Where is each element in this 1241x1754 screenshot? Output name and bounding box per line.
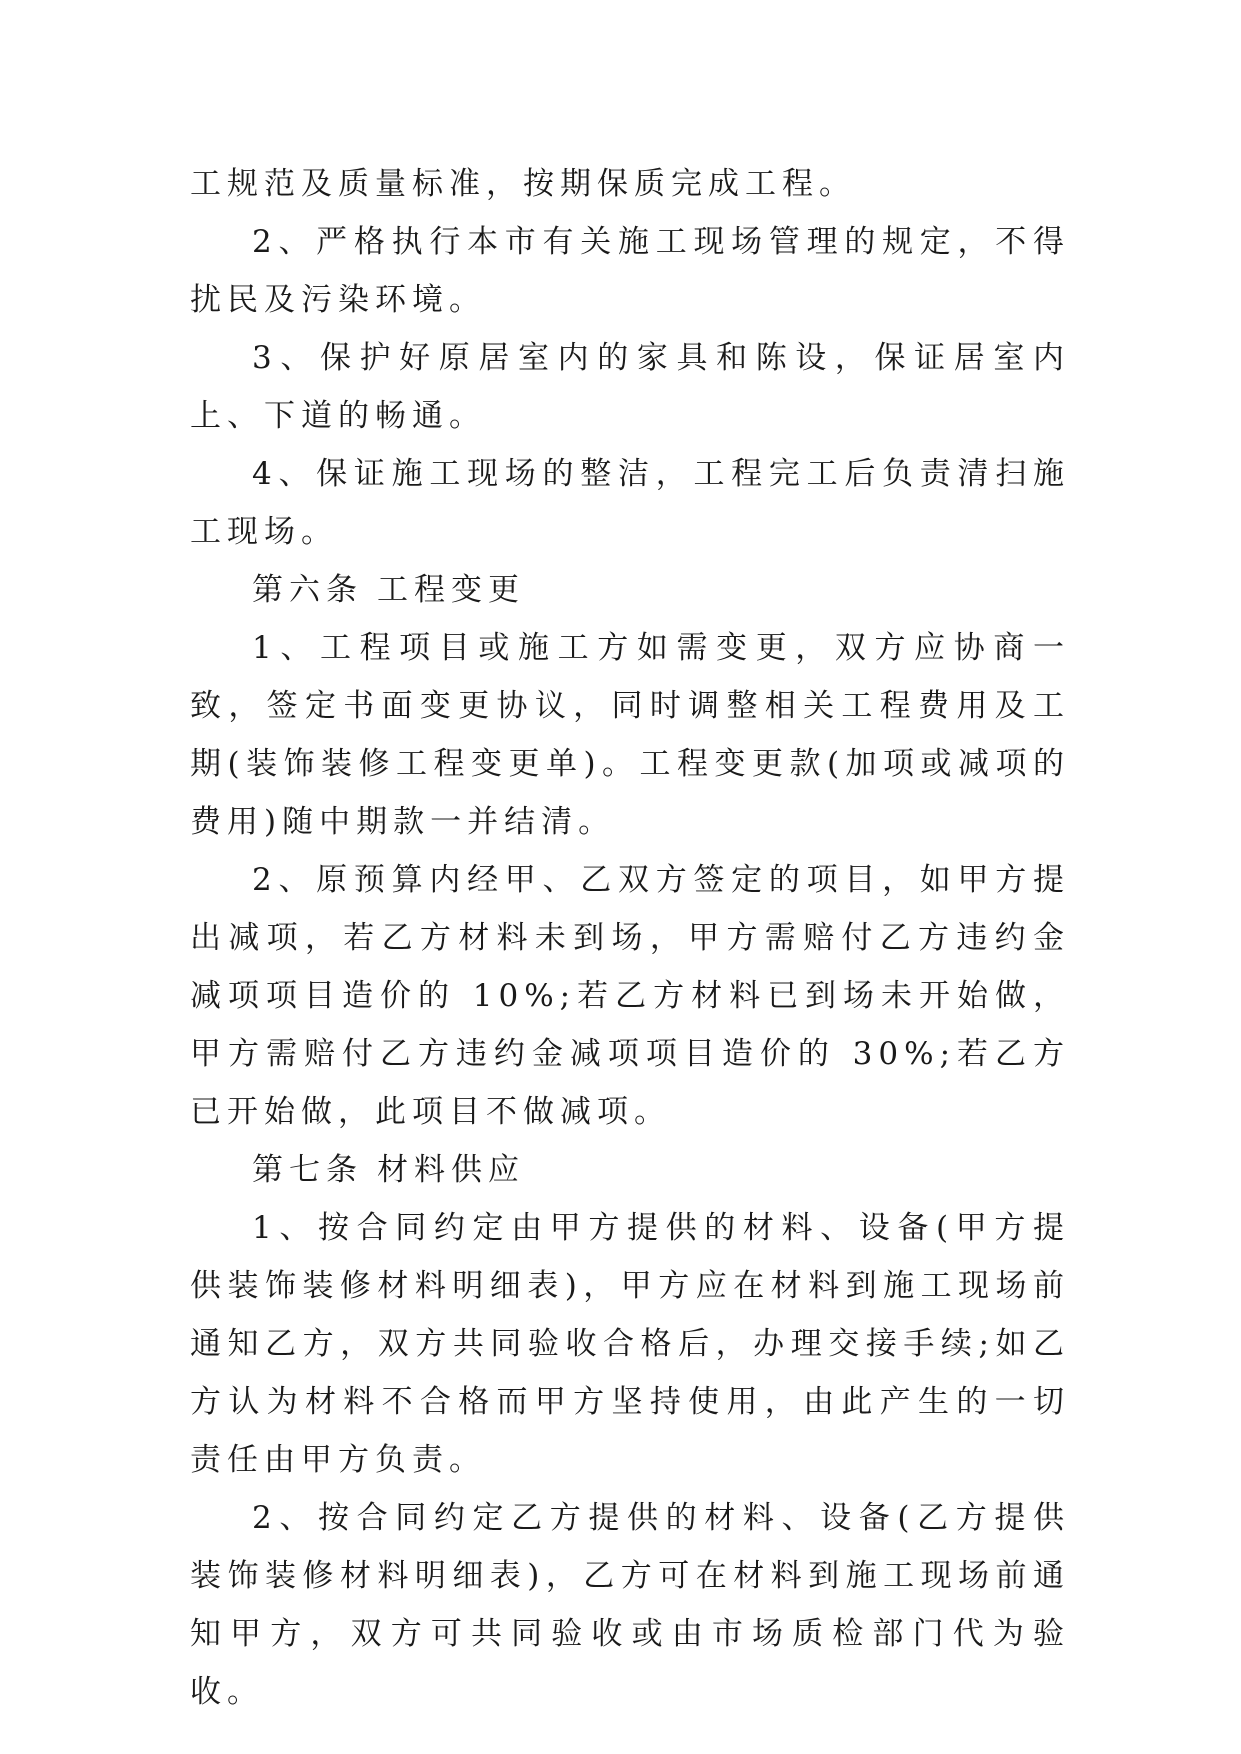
article-title: 工程变更	[377, 572, 525, 608]
clause-5-item-3: 3、保护好原居室内的家具和陈设，保证居室内上、下道的畅通。	[190, 340, 1070, 434]
clause-5-item-2: 2、严格执行本市有关施工现场管理的规定，不得扰民及污染环境。	[190, 224, 1070, 318]
clause-7-item-1: 1、按合同约定由甲方提供的材料、设备(甲方提供装饰装修材料明细表)，甲方应在材料到施工现场前通知乙方，双方共同验收合格后，办理交接手续;如乙方认为材料不合格而甲方坚持使用，由此产生的一切责任由甲方负责。	[190, 1210, 1070, 1478]
document-page	[190, 155, 1070, 1721]
clause-6-item-1: 1、工程项目或施工方如需变更，双方应协商一致，签定书面变更协议，同时调整相关工程费用及工期(装饰装修工程变更单)。工程变更款(加项或减项的费用)随中期款一并结清。	[190, 630, 1070, 840]
article-number: 第七条	[252, 1152, 363, 1188]
article-heading-6	[190, 561, 1070, 619]
paragraph-continuation: 工规范及质量标准，按期保质完成工程。	[190, 166, 856, 202]
clause-6-item-2: 2、原预算内经甲、乙双方签定的项目，如甲方提出减项，若乙方材料未到场，甲方需赔付乙方违约金减项项目造价的 10%;若乙方材料已到场未开始做，甲方需赔付乙方违约金减项项目造价的 30%;若乙方已开始做，此项目不做减项。	[190, 862, 1070, 1130]
article-title: 材料供应	[377, 1152, 525, 1188]
clause-5-item-4: 4、保证施工现场的整洁，工程完工后负责清扫施工现场。	[190, 456, 1070, 550]
article-number: 第六条	[252, 572, 363, 608]
article-heading-7	[190, 1141, 1070, 1199]
clause-7-item-2: 2、按合同约定乙方提供的材料、设备(乙方提供装饰装修材料明细表)，乙方可在材料到施工现场前通知甲方，双方可共同验收或由市场质检部门代为验收。	[190, 1500, 1070, 1710]
